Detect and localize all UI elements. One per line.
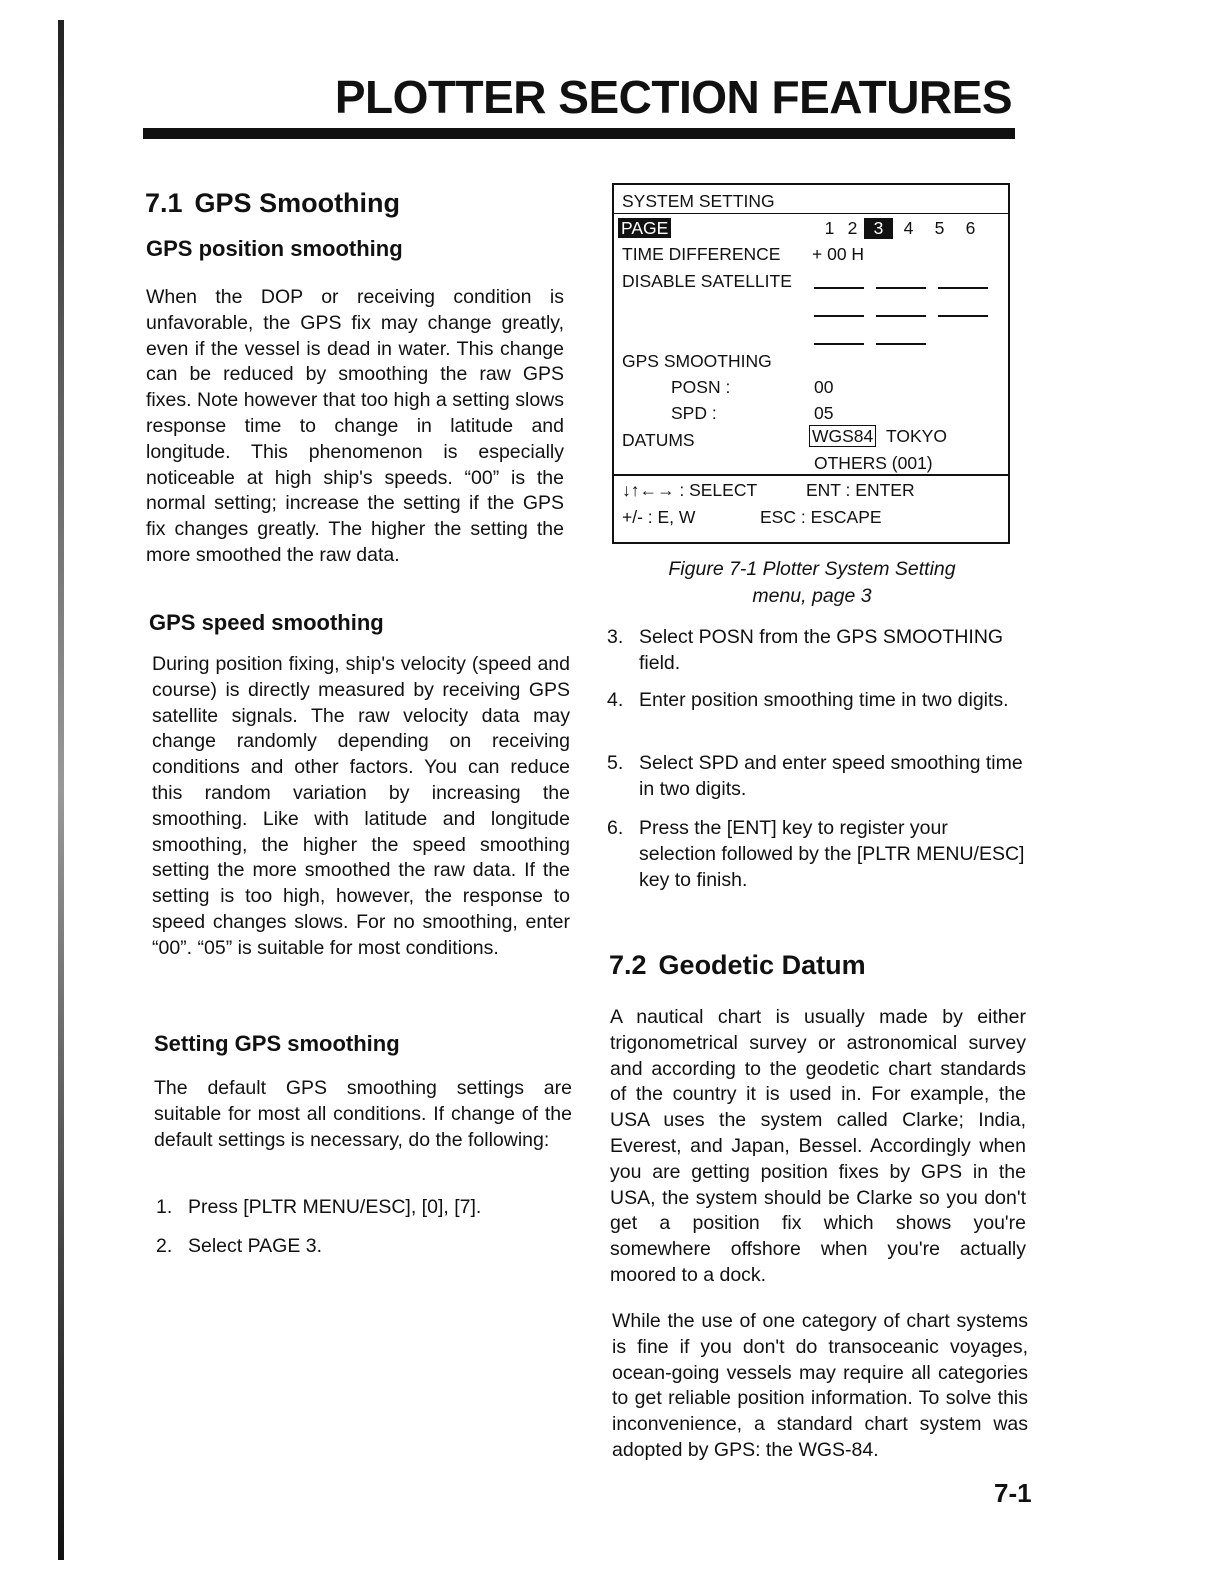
page-selector xyxy=(818,218,986,239)
system-setting-menu xyxy=(612,183,1010,544)
datum-others: OTHERS (001) xyxy=(814,453,933,473)
scan-binding-edge xyxy=(58,20,64,1560)
step-item: 6. Press the [ENT] key to register your selection followed by the [PLTR MENU/ESC] key to finish. xyxy=(607,817,1025,891)
page-1: 1 xyxy=(824,218,835,238)
datum-tokyo: TOKYO xyxy=(886,426,947,446)
paragraph-position-smoothing: When the DOP or receiving condition is unfavorable, the GPS fix may change greatly, even if the vessel is dead in water. This change can be reduced by smoothing the raw GPS fixes. Note however that too high a setting slows response time to change in latitude and longitude. This phenomenon is especially noticeable at high ship's speeds. “00” is the normal setting; increase the setting if the GPS fix changes greatly. The higher the setting the more smoothed the raw data. xyxy=(146,286,564,566)
page-6: 6 xyxy=(965,218,976,238)
time-difference-label: TIME DIFFERENCE xyxy=(622,244,781,264)
help-ew: +/- : E, W xyxy=(622,507,696,527)
paragraph-datum-1: A nautical chart is usually made by either trigonometrical survey or astronomical survey and according to the geodetic chart standards of the country it is used in. For example, the USA uses the system called Clarke; India, Everest, and Japan, Bessel. Accordingly when you are getting position fixes by GPS in the USA, the system should be Clarke so you don't get a position fix which shows you're somewhere offshore when you're actually moored to a dock. xyxy=(610,1006,1026,1286)
section-number: 7.2 xyxy=(609,950,647,980)
subheading-position-smoothing: GPS position smoothing xyxy=(146,236,403,261)
subheading-setting-smoothing: Setting GPS smoothing xyxy=(154,1031,400,1056)
help-escape: ESC : ESCAPE xyxy=(760,507,882,527)
step-item: 2. Select PAGE 3. xyxy=(156,1235,323,1257)
menu-header: SYSTEM SETTING xyxy=(622,191,775,211)
section-7-2-heading xyxy=(609,950,866,981)
title-rule xyxy=(143,128,1015,139)
step-item: 1. Press [PLTR MENU/ESC], [0], [7]. xyxy=(156,1196,482,1218)
time-difference-value: + 00 H xyxy=(812,244,865,264)
page-label: PAGE xyxy=(618,218,671,239)
page-4: 4 xyxy=(903,218,914,238)
page-title: PLOTTER SECTION FEATURES xyxy=(334,71,1012,123)
datum-options xyxy=(809,426,947,447)
page-number: 7-1 xyxy=(994,1478,1032,1508)
figure-caption: Figure 7-1 Plotter System Setting menu, page 3 xyxy=(668,558,956,607)
paragraph-speed-smoothing: During position fixing, ship's velocity (speed and course) is directly measured by receiving GPS satellite signals. The raw velocity data may change randomly depending on receiving conditions and other factors. You can reduce this random variation by increasing the smoothing. Like with latitude and longitude smoothing, the higher the speed smoothing setting the more smoothed the raw data. If the setting is too high, however, the response to speed changes slows. For no smoothing, enter “00”. “05” is suitable for most conditions. xyxy=(152,653,570,959)
datum-wgs84-selected: WGS84 xyxy=(809,425,876,447)
datums-label: DATUMS xyxy=(622,430,695,450)
paragraph-datum-2: While the use of one category of chart systems is fine if you don't do transoceanic voyages, ocean-going vessels may require all categories to get reliable position information. To solve this inconvenience, a standard chart system was adopted by GPS: the WGS-84. xyxy=(612,1310,1028,1461)
section-7-1-heading xyxy=(145,188,400,219)
section-title: GPS Smoothing xyxy=(194,188,401,218)
subheading-speed-smoothing: GPS speed smoothing xyxy=(149,610,384,635)
step-item: 3. Select POSN from the GPS SMOOTHING field. xyxy=(607,626,1004,674)
step-item: 5. Select SPD and enter speed smoothing time in two digits. xyxy=(607,752,1023,800)
section-number: 7.1 xyxy=(145,188,183,218)
page-5: 5 xyxy=(934,218,945,238)
spd-label: SPD : xyxy=(671,403,717,423)
page-2: 2 xyxy=(847,218,858,238)
posn-label: POSN : xyxy=(671,377,731,397)
paragraph-setting-smoothing: The default GPS smoothing settings are suitable for most all conditions. If change of the default settings is necessary, do the following: xyxy=(154,1077,572,1151)
help-enter: ENT : ENTER xyxy=(806,480,915,500)
step-item: 4. Enter position smoothing time in two digits. xyxy=(607,689,1009,711)
help-select: ↓↑←→ : SELECT xyxy=(622,480,758,500)
disable-satellite-label: DISABLE SATELLITE xyxy=(622,271,792,291)
section-title: Geodetic Datum xyxy=(658,950,866,980)
page-3-selected: 3 xyxy=(864,218,893,239)
posn-value: 00 xyxy=(814,377,834,397)
spd-value: 05 xyxy=(814,403,834,423)
gps-smoothing-label: GPS SMOOTHING xyxy=(622,351,772,371)
